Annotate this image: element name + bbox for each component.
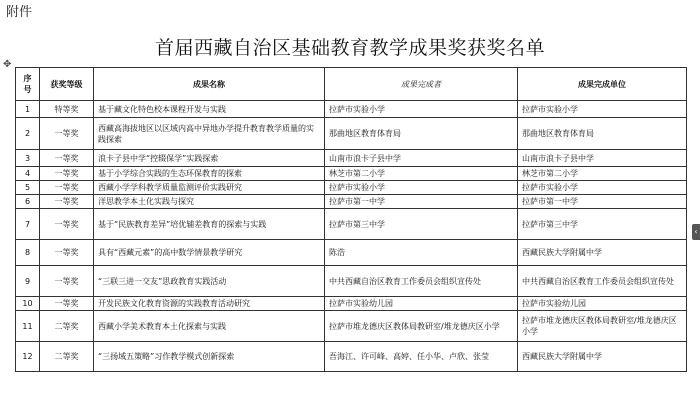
header-unit: 成果完成单位: [518, 68, 687, 101]
cell-no: 3: [16, 150, 40, 167]
cell-unit: 拉萨市第三中学: [518, 209, 687, 240]
cell-completer: 拉萨市实验小学: [325, 101, 518, 118]
table-row: [16, 240, 687, 266]
cell-no: 4: [16, 167, 40, 181]
table-row: [16, 118, 687, 150]
header-grade: 获奖等级: [40, 68, 94, 101]
table-row: [16, 150, 687, 167]
cell-unit: 拉萨市实验小学: [518, 181, 687, 195]
cell-unit: 西藏民族大学附属中学: [518, 342, 687, 372]
cell-grade: 特等奖: [40, 101, 94, 118]
cell-name: “三联三进一交友”思政教育实践活动: [94, 266, 325, 297]
cell-unit: 西藏民族大学附属中学: [518, 240, 687, 266]
cell-grade: 一等奖: [40, 240, 94, 266]
cell-completer: 山南市浪卡子县中学: [325, 150, 518, 167]
cell-completer: 那曲地区教育体育局: [325, 118, 518, 150]
table-row: [16, 167, 687, 181]
header-completer: 成果完成者: [325, 68, 518, 101]
cell-completer: 拉萨市实验小学: [325, 181, 518, 195]
cell-no: 12: [16, 342, 40, 372]
cell-completer: 拉萨市第一中学: [325, 195, 518, 209]
cell-grade: 一等奖: [40, 118, 94, 150]
cell-completer: 吾海江、许可峰、高婷、任小华、卢欣、张莹: [325, 342, 518, 372]
cell-unit: 那曲地区教育体育局: [518, 118, 687, 150]
cell-grade: 二等奖: [40, 311, 94, 342]
table-row: [16, 209, 687, 240]
cell-name: 具有“西藏元素”的高中数学情景教学研究: [94, 240, 325, 266]
cell-no: 5: [16, 181, 40, 195]
table-row: [16, 195, 687, 209]
table-row: [16, 297, 687, 311]
cell-name: 开发民族文化教育资源的实践教育活动研究: [94, 297, 325, 311]
move-handle-icon[interactable]: ✥: [3, 59, 12, 70]
cell-grade: 一等奖: [40, 150, 94, 167]
cell-completer: 拉萨市实验幼儿园: [325, 297, 518, 311]
cell-name: 西藏小学美术教育本土化探索与实践: [94, 311, 325, 342]
cell-grade: 一等奖: [40, 195, 94, 209]
cell-unit: 拉萨市堆龙德庆区教体局教研室/堆龙德庆区小学: [518, 311, 687, 342]
cell-no: 8: [16, 240, 40, 266]
cell-name: 浪卡子县中学“控辍保学”实践探索: [94, 150, 325, 167]
cell-name: 基于藏文化特色校本课程开发与实践: [94, 101, 325, 118]
cell-no: 7: [16, 209, 40, 240]
cell-name: 洋思教学本土化实践与探究: [94, 195, 325, 209]
cell-no: 9: [16, 266, 40, 297]
cell-grade: 一等奖: [40, 297, 94, 311]
cell-unit: 林芝市第二小学: [518, 167, 687, 181]
cell-no: 10: [16, 297, 40, 311]
cell-name: 西藏小学学科教学质量监测评价实践研究: [94, 181, 325, 195]
cell-unit: 拉萨市第一中学: [518, 195, 687, 209]
page-title: 首届西藏自治区基础教育教学成果奖获奖名单: [154, 37, 545, 59]
cell-grade: 一等奖: [40, 167, 94, 181]
cell-completer: 林芝市第二小学: [325, 167, 518, 181]
side-tab-icon[interactable]: ‹: [692, 224, 700, 240]
cell-no: 11: [16, 311, 40, 342]
cell-unit: 中共西藏自治区教育工作委员会组织宣传处: [518, 266, 687, 297]
header-no: 序号: [16, 68, 40, 101]
cell-name: 基于“民族教育差异”培优辅差教育的探索与实践: [94, 209, 325, 240]
cell-grade: 二等奖: [40, 342, 94, 372]
cell-completer: 拉萨市第三中学: [325, 209, 518, 240]
cell-completer: 拉萨市堆龙德庆区教体局教研室/堆龙德庆区小学: [325, 311, 518, 342]
cell-no: 2: [16, 118, 40, 150]
table-row: [16, 181, 687, 195]
table-row: [16, 266, 687, 297]
cell-completer: 中共西藏自治区教育工作委员会组织宣传处: [325, 266, 518, 297]
cell-name: 基于小学综合实践的生态环保教育的探索: [94, 167, 325, 181]
table-row: [16, 342, 687, 372]
cell-name: “三扬域五策略”习作教学模式创新探索: [94, 342, 325, 372]
table-header-row: [16, 68, 687, 101]
cell-grade: 一等奖: [40, 181, 94, 195]
cell-name: 西藏高海拔地区以区域内高中异地办学提升教育教学质量的实践探索: [94, 118, 325, 150]
cell-no: 1: [16, 101, 40, 118]
cell-unit: 拉萨市实验幼儿园: [518, 297, 687, 311]
cell-completer: 陈浩: [325, 240, 518, 266]
cell-no: 6: [16, 195, 40, 209]
cell-grade: 一等奖: [40, 209, 94, 240]
cell-grade: 一等奖: [40, 266, 94, 297]
table-row: [16, 101, 687, 118]
table-row: [16, 311, 687, 342]
cell-unit: 山南市浪卡子县中学: [518, 150, 687, 167]
header-name: 成果名称: [94, 68, 325, 101]
awards-table: [15, 67, 687, 372]
attachment-label: 附件: [6, 5, 33, 20]
cell-unit: 拉萨市实验小学: [518, 101, 687, 118]
